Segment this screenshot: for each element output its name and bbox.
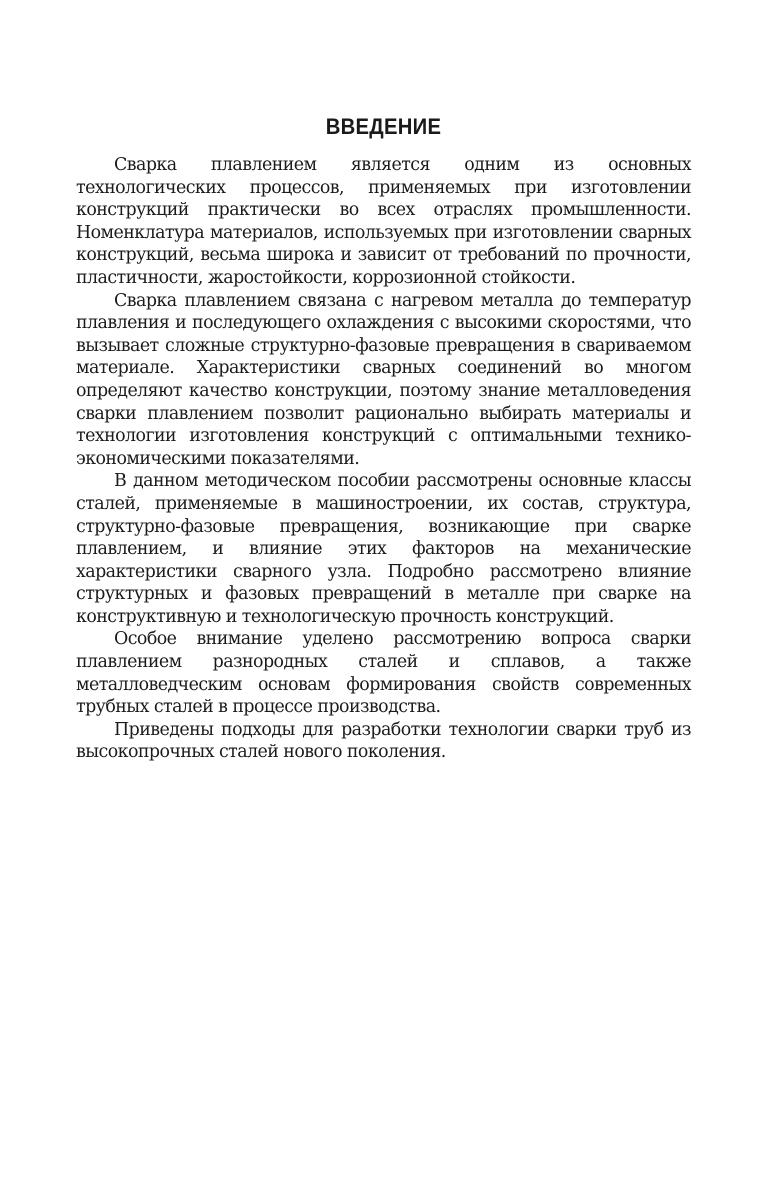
page-title: ВВЕДЕНИЕ	[325, 114, 442, 139]
paragraph-4: Особое внимание уделено рассмотрению вопроса сварки плавлением разнородных сталей и сплавов, а также металловедческим основам формирования свойств современных трубных сталей в процессе производства.	[76, 629, 691, 718]
paragraph-1: Сварка плавлением является одним из основных технологических процессов, применяемых при изготовлении конструкций практически во всех отраслях промышленности. Номенклатура материалов, используемых при изготовлении сварных конструкций, весьма широка и зависит от требований по прочности, пластичности, жаростойкости, коррозионной стойкости.	[76, 155, 691, 288]
paragraph-2: Сварка плавлением связана с нагревом металла до температур плавления и последующего охлаждения с высокими скоростями, что вызывает сложные структурно-фазовые превращения в свариваемом материале. Характеристики сварных соединений во многом определяют качество конструкции, поэтому знание металловедения сварки плавлением позволит рационально выбирать материалы и технологии изготовления конструкций с оптимальными технико-экономическими показателями.	[76, 290, 691, 469]
document-page	[76, 114, 691, 764]
paragraph-3: В данном методическом пособии рассмотрены основные классы сталей, применяемые в машиностроении, их состав, структура, структурно-фазовые превращения, возникающие при сварке плавлением, и влияние этих факторов на механические характеристики сварного узла. Подробно рассмотрено влияние структурных и фазовых превращений в металле при сварке на конструктивную и технологическую прочность конструкций.	[76, 471, 691, 627]
paragraph-5: Приведены подходы для разработки технологии сварки труб из высокопрочных сталей нового поколения.	[76, 719, 691, 763]
